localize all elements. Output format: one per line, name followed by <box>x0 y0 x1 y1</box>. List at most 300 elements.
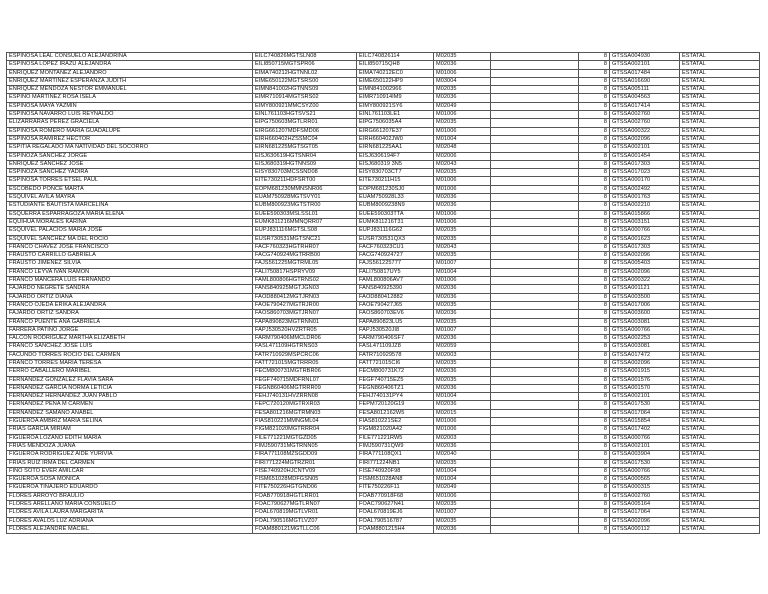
blank-cell <box>491 210 579 218</box>
table-row <box>7 53 760 61</box>
tipo-cell: ESTATAL <box>680 210 760 218</box>
rfc-cell: FAPJ530520JI8 <box>357 326 434 334</box>
name-cell: ESQUIVEL PALACIOS MARIA JOSE <box>7 227 253 235</box>
curp-cell: FIGM821020MGTRRR04 <box>253 426 357 434</box>
blank-cell <box>491 351 579 359</box>
hours-cell: 8 <box>579 310 610 318</box>
tipo-cell: ESTATAL <box>680 86 760 94</box>
table-row <box>7 343 760 351</box>
clave-cell: GTSSA002096 <box>610 359 680 367</box>
code-cell: M02035 <box>434 53 491 61</box>
rfc-cell: FAOS860703EV6 <box>357 310 434 318</box>
rfc-cell: FOAL670819EJ6 <box>357 509 434 517</box>
blank-cell <box>491 268 579 276</box>
name-cell: ESCOBEDO PONCE MARTA <box>7 185 253 193</box>
tipo-cell: ESTATAL <box>680 376 760 384</box>
curp-cell: EIRH660402HZSSMC04 <box>253 135 357 143</box>
table-row <box>7 152 760 160</box>
blank-cell <box>491 227 579 235</box>
name-cell: FIGUEROA RODRIGUEZ AIDE YURIVIA <box>7 451 253 459</box>
table-row <box>7 442 760 450</box>
blank-cell <box>491 160 579 168</box>
clave-cell: GTSSA000565 <box>610 476 680 484</box>
blank-cell <box>491 144 579 152</box>
clave-cell: GTSSA000322 <box>610 127 680 135</box>
clave-cell: GTSSA017530 <box>610 459 680 467</box>
hours-cell: 8 <box>579 243 610 251</box>
tipo-cell: ESTATAL <box>680 61 760 69</box>
blank-cell <box>491 459 579 467</box>
hours-cell: 8 <box>579 517 610 525</box>
clave-cell: GTSSA002096 <box>610 268 680 276</box>
name-cell: FERNANDEZ GONZALEZ FLAVIA SARA <box>7 376 253 384</box>
table-row <box>7 69 760 77</box>
code-cell: M02036 <box>434 310 491 318</box>
curp-cell: EILI850715MGTSPR06 <box>253 61 357 69</box>
name-cell: FERNANDEZ HERNANDEZ JUAN PABLO <box>7 393 253 401</box>
table-row <box>7 509 760 517</box>
clave-cell: GTSSA017023 <box>610 169 680 177</box>
curp-cell: FIRA771108MZSGDD09 <box>253 451 357 459</box>
name-cell: FARRERA PATIÑO JORGE <box>7 326 253 334</box>
blank-cell <box>491 194 579 202</box>
table-row <box>7 393 760 401</box>
name-cell: FRANCO OJEDA ERIKA ALEJANDRA <box>7 301 253 309</box>
code-cell: M01006 <box>434 69 491 77</box>
name-cell: ESQUIVEL AVILA MAYRA <box>7 194 253 202</box>
curp-cell: EISJ630619HGTSNR04 <box>253 152 357 160</box>
tipo-cell: ESTATAL <box>680 277 760 285</box>
curp-cell: EUPJ831116MGTSLS08 <box>253 227 357 235</box>
table-row <box>7 185 760 193</box>
curp-cell: EIRG661207MDFSMD06 <box>253 127 357 135</box>
tipo-cell: ESTATAL <box>680 160 760 168</box>
name-cell: ESQUIVEL SANCHEZ MA DEL ROCIO <box>7 235 253 243</box>
code-cell: M02049 <box>434 102 491 110</box>
rfc-cell: EUMK811216T31 <box>357 218 434 226</box>
rfc-cell: FASL471109JZ8 <box>357 343 434 351</box>
name-cell: FERNANDEZ GARCIA NORMA LETICIA <box>7 384 253 392</box>
blank-cell <box>491 127 579 135</box>
curp-cell: FAJS561225MGTRML05 <box>253 260 357 268</box>
hours-cell: 8 <box>579 335 610 343</box>
blank-cell <box>491 169 579 177</box>
curp-cell: EUAM750928MGTSVY01 <box>253 194 357 202</box>
clave-cell: GTSSA002096 <box>610 252 680 260</box>
table-row <box>7 135 760 143</box>
hours-cell: 8 <box>579 94 610 102</box>
table-row <box>7 293 760 301</box>
name-cell: ESPINOSA RAMIREZ HECTOR <box>7 135 253 143</box>
rfc-cell: FEHJ740131PY4 <box>357 393 434 401</box>
hours-cell: 8 <box>579 169 610 177</box>
blank-cell <box>491 135 579 143</box>
table-row <box>7 194 760 202</box>
blank-cell <box>491 111 579 119</box>
table-row <box>7 326 760 334</box>
rfc-cell: EINL761103LE1 <box>357 111 434 119</box>
hours-cell: 8 <box>579 260 610 268</box>
blank-cell <box>491 235 579 243</box>
tipo-cell: ESTATAL <box>680 252 760 260</box>
table-row <box>7 210 760 218</box>
name-cell: FLORES AVILA LAURA MARGARITA <box>7 509 253 517</box>
code-cell: M02036 <box>434 442 491 450</box>
clave-cell: GTSSA001763 <box>610 194 680 202</box>
clave-cell: GTSSA003081 <box>610 318 680 326</box>
tipo-cell: ESTATAL <box>680 401 760 409</box>
table-row <box>7 384 760 392</box>
code-cell: M02035 <box>434 301 491 309</box>
name-cell: FRAUSTO CARRILLO GABRIELA <box>7 252 253 260</box>
hours-cell: 8 <box>579 467 610 475</box>
blank-cell <box>491 119 579 127</box>
rfc-cell: EIME650122HP9 <box>357 77 434 85</box>
hours-cell: 8 <box>579 227 610 235</box>
table-row <box>7 376 760 384</box>
curp-cell: FANS840925MGTJGN03 <box>253 285 357 293</box>
tipo-cell: ESTATAL <box>680 185 760 193</box>
table-row <box>7 310 760 318</box>
hours-cell: 8 <box>579 492 610 500</box>
rfc-cell: EITE730211H15 <box>357 177 434 185</box>
code-cell: M02036 <box>434 61 491 69</box>
rfc-cell: FATR710929578 <box>357 351 434 359</box>
hours-cell: 8 <box>579 326 610 334</box>
code-cell: M02036 <box>434 293 491 301</box>
blank-cell <box>491 77 579 85</box>
rfc-cell: EUAM750928L33 <box>357 194 434 202</box>
rfc-cell: EUEE590303TTA <box>357 210 434 218</box>
name-cell: FERRO CABALLERO MARIBEL <box>7 368 253 376</box>
tipo-cell: ESTATAL <box>680 509 760 517</box>
curp-cell: FILE771221MGTGZD05 <box>253 434 357 442</box>
curp-cell: FISE740920HJCNTV09 <box>253 467 357 475</box>
curp-cell: FARM790406MMCLDR06 <box>253 335 357 343</box>
code-cell: M02036 <box>434 401 491 409</box>
rfc-cell: FISE740920F98 <box>357 467 434 475</box>
tipo-cell: ESTATAL <box>680 418 760 426</box>
blank-cell <box>491 426 579 434</box>
rfc-cell: EILC740826114 <box>357 53 434 61</box>
blank-cell <box>491 509 579 517</box>
blank-cell <box>491 218 579 226</box>
tipo-cell: ESTATAL <box>680 119 760 127</box>
blank-cell <box>491 467 579 475</box>
rfc-cell: EIMA740212EC0 <box>357 69 434 77</box>
curp-cell: EIPG750603MGTLRR01 <box>253 119 357 127</box>
clave-cell: GTSSA003500 <box>610 293 680 301</box>
blank-cell <box>491 185 579 193</box>
tipo-cell: ESTATAL <box>680 525 760 533</box>
clave-cell: GTSSA001121 <box>610 285 680 293</box>
rfc-cell: EIMR710914IM9 <box>357 94 434 102</box>
table-row <box>7 351 760 359</box>
hours-cell: 8 <box>579 484 610 492</box>
table-row <box>7 484 760 492</box>
code-cell: M01006 <box>434 185 491 193</box>
table-row <box>7 335 760 343</box>
hours-cell: 8 <box>579 268 610 276</box>
table-row <box>7 525 760 533</box>
rfc-cell: FESA8012162W5 <box>357 409 434 417</box>
clave-cell: GTSSA005164 <box>610 501 680 509</box>
curp-cell: FATR710929MSPCRC06 <box>253 351 357 359</box>
curp-cell: FITE750226HGTGND06 <box>253 484 357 492</box>
code-cell: M02035 <box>434 119 491 127</box>
name-cell: FERNANDEZ SAMANO ANABEL <box>7 409 253 417</box>
rfc-cell: FANS840925390 <box>357 285 434 293</box>
hours-cell: 8 <box>579 185 610 193</box>
clave-cell: GTSSA000766 <box>610 434 680 442</box>
hours-cell: 8 <box>579 434 610 442</box>
name-cell: ESPINOSA MAYA YAZMIN <box>7 102 253 110</box>
clave-cell: GTSSA000322 <box>610 277 680 285</box>
blank-cell <box>491 252 579 260</box>
code-cell: M01006 <box>434 177 491 185</box>
blank-cell <box>491 301 579 309</box>
hours-cell: 8 <box>579 442 610 450</box>
table-row <box>7 160 760 168</box>
code-cell: M01004 <box>434 476 491 484</box>
rfc-cell: EUSR730531QX3 <box>357 235 434 243</box>
curp-cell: FAML800806HGTRNS02 <box>253 277 357 285</box>
name-cell: FRANCO LEYVA IVAN RAMON <box>7 268 253 276</box>
blank-cell <box>491 326 579 334</box>
hours-cell: 8 <box>579 376 610 384</box>
rfc-cell: EUPJ831116G62 <box>357 227 434 235</box>
blank-cell <box>491 401 579 409</box>
tipo-cell: ESTATAL <box>680 434 760 442</box>
curp-cell: FOAL790516MGTLVZ07 <box>253 517 357 525</box>
blank-cell <box>491 409 579 417</box>
name-cell: FRIAS GARCIA MIRIAM <box>7 426 253 434</box>
blank-cell <box>491 393 579 401</box>
blank-cell <box>491 310 579 318</box>
hours-cell: 8 <box>579 418 610 426</box>
code-cell: M02035 <box>434 227 491 235</box>
code-cell: M02035 <box>434 359 491 367</box>
name-cell: FIGUEROA SOSA MONICA <box>7 476 253 484</box>
tipo-cell: ESTATAL <box>680 343 760 351</box>
name-cell: FLORES ALEJANDRE MACIEL <box>7 525 253 533</box>
tipo-cell: ESTATAL <box>680 459 760 467</box>
rfc-cell: FACF760323CU1 <box>357 243 434 251</box>
rfc-cell: FIMJ590731QW9 <box>357 442 434 450</box>
curp-cell: EIMY800921MMCSYZ00 <box>253 102 357 110</box>
tipo-cell: ESTATAL <box>680 111 760 119</box>
table-row <box>7 202 760 210</box>
table-row <box>7 409 760 417</box>
name-cell: ESPINOSA ROMERO MARIA GUADALUPE <box>7 127 253 135</box>
curp-cell: FEGF740715MDFRNL07 <box>253 376 357 384</box>
curp-cell: EOPM681230MMNSNR06 <box>253 185 357 193</box>
rfc-cell: FATT721015CI6 <box>357 359 434 367</box>
clave-cell: GTSSA017530 <box>610 401 680 409</box>
blank-cell <box>491 525 579 533</box>
code-cell: M02036 <box>434 368 491 376</box>
table-row <box>7 426 760 434</box>
blank-cell <box>491 202 579 210</box>
curp-cell: FIMJ590731MGTRNN05 <box>253 442 357 450</box>
table-row <box>7 434 760 442</box>
tipo-cell: ESTATAL <box>680 260 760 268</box>
curp-cell: FEGN860406MGTRRR09 <box>253 384 357 392</box>
tipo-cell: ESTATAL <box>680 293 760 301</box>
curp-cell: EUSR730531MGTSNC21 <box>253 235 357 243</box>
rfc-cell: EIRN681225AA1 <box>357 144 434 152</box>
code-cell: M01004 <box>434 135 491 143</box>
tipo-cell: ESTATAL <box>680 301 760 309</box>
rfc-cell: EOPM681230SJ0 <box>357 185 434 193</box>
code-cell: M02035 <box>434 501 491 509</box>
table-row <box>7 451 760 459</box>
rfc-cell: FITE750226F11 <box>357 484 434 492</box>
code-cell: M02003 <box>434 434 491 442</box>
rfc-cell: FIRI771224NB1 <box>357 459 434 467</box>
tipo-cell: ESTATAL <box>680 310 760 318</box>
rfc-cell: FOAC790627N41 <box>357 501 434 509</box>
hours-cell: 8 <box>579 359 610 367</box>
hours-cell: 8 <box>579 69 610 77</box>
curp-cell: EIRN681225MGTSGT05 <box>253 144 357 152</box>
name-cell: ENRIQUEZ MARTINEZ ESPERANZA JUDITH <box>7 77 253 85</box>
tipo-cell: ESTATAL <box>680 467 760 475</box>
rfc-cell: FIGM821020A42 <box>357 426 434 434</box>
table-row <box>7 268 760 276</box>
code-cell: M02036 <box>434 335 491 343</box>
name-cell: FLORES ARROYO BRAULIO <box>7 492 253 500</box>
blank-cell <box>491 335 579 343</box>
name-cell: ESPINOZA SANCHEZ JORGE <box>7 152 253 160</box>
code-cell: M02036 <box>434 202 491 210</box>
code-cell: M01006 <box>434 210 491 218</box>
clave-cell: GTSSA002492 <box>610 185 680 193</box>
table-row <box>7 318 760 326</box>
tipo-cell: ESTATAL <box>680 135 760 143</box>
code-cell: M02035 <box>434 252 491 260</box>
table-row <box>7 285 760 293</box>
clave-cell: GTSSA017484 <box>610 69 680 77</box>
tipo-cell: ESTATAL <box>680 177 760 185</box>
code-cell: M02036 <box>434 194 491 202</box>
blank-cell <box>491 442 579 450</box>
tipo-cell: ESTATAL <box>680 393 760 401</box>
hours-cell: 8 <box>579 102 610 110</box>
curp-cell: FIAS810221MMNGML04 <box>253 418 357 426</box>
tipo-cell: ESTATAL <box>680 492 760 500</box>
rfc-cell: FAJS561225777 <box>357 260 434 268</box>
hours-cell: 8 <box>579 194 610 202</box>
tipo-cell: ESTATAL <box>680 144 760 152</box>
clave-cell: GTSSA016690 <box>610 77 680 85</box>
clave-cell: GTSSA001576 <box>610 376 680 384</box>
tipo-cell: ESTATAL <box>680 501 760 509</box>
tipo-cell: ESTATAL <box>680 169 760 177</box>
code-cell: M01006 <box>434 127 491 135</box>
name-cell: ESPINOSA TORRES ETSEL PAUL <box>7 177 253 185</box>
blank-cell <box>491 418 579 426</box>
clave-cell: GTSSA002210 <box>610 202 680 210</box>
name-cell: ESPINOZA SANCHEZ YADIRA <box>7 169 253 177</box>
code-cell: M01004 <box>434 393 491 401</box>
table-row <box>7 77 760 85</box>
curp-cell: EINL761103HGTSVS21 <box>253 111 357 119</box>
hours-cell: 8 <box>579 218 610 226</box>
hours-cell: 8 <box>579 119 610 127</box>
name-cell: ESPITIA REGALADO MA NATIVIDAD DEL SOCORRO <box>7 144 253 152</box>
curp-cell: FAOD880412MGTJRN03 <box>253 293 357 301</box>
curp-cell: FAOE790427MGTRJR00 <box>253 301 357 309</box>
code-cell: M01007 <box>434 326 491 334</box>
name-cell: FAJARDO ORTIZ DIANA <box>7 293 253 301</box>
clave-cell: GTSSA001915 <box>610 368 680 376</box>
code-cell: M02006 <box>434 152 491 160</box>
blank-cell <box>491 476 579 484</box>
table-row <box>7 476 760 484</box>
tipo-cell: ESTATAL <box>680 285 760 293</box>
curp-cell: FEHJ740131HVZRRN08 <box>253 393 357 401</box>
code-cell: M03004 <box>434 77 491 85</box>
code-cell: M01006 <box>434 277 491 285</box>
hours-cell: 8 <box>579 77 610 85</box>
code-cell: M02035 <box>434 459 491 467</box>
clave-cell: GTSSA001623 <box>610 235 680 243</box>
hours-cell: 8 <box>579 61 610 69</box>
clave-cell: GTSSA001570 <box>610 384 680 392</box>
table-row <box>7 94 760 102</box>
name-cell: FIGUEROA TINAJERO EDUARDO <box>7 484 253 492</box>
rfc-cell: FECM800731K72 <box>357 368 434 376</box>
table-row <box>7 127 760 135</box>
curp-cell: EISY830703MCSSND08 <box>253 169 357 177</box>
clave-cell: GTSSA000315 <box>610 484 680 492</box>
tipo-cell: ESTATAL <box>680 442 760 450</box>
rfc-cell: EUBM8009238N9 <box>357 202 434 210</box>
name-cell: EQUIHUA MORALES KARINA <box>7 218 253 226</box>
clave-cell: GTSSA000766 <box>610 326 680 334</box>
hours-cell: 8 <box>579 235 610 243</box>
table-row <box>7 492 760 500</box>
clave-cell: GTSSA002760 <box>610 492 680 500</box>
table-row <box>7 459 760 467</box>
tipo-cell: ESTATAL <box>680 326 760 334</box>
curp-cell: EUEE590303MSLSSL01 <box>253 210 357 218</box>
name-cell: ELIZARRARAS PEREZ GRACIELA <box>7 119 253 127</box>
table-row <box>7 169 760 177</box>
code-cell: M02035 <box>434 517 491 525</box>
rfc-cell: FEGF740715EZ5 <box>357 376 434 384</box>
name-cell: FRAUSTO JIMENEZ SILVIA <box>7 260 253 268</box>
code-cell: M01004 <box>434 467 491 475</box>
clave-cell: GTSSA003081 <box>610 343 680 351</box>
curp-cell: FATT721015MGTRRR05 <box>253 359 357 367</box>
curp-cell: FAOS860703MGTJRN07 <box>253 310 357 318</box>
tipo-cell: ESTATAL <box>680 227 760 235</box>
name-cell: ESQUERRA ESPARRAGOZA MARIA ELENA <box>7 210 253 218</box>
curp-cell: FOAC790627MGTLRN07 <box>253 501 357 509</box>
blank-cell <box>491 376 579 384</box>
clave-cell: GTSSA000170 <box>610 177 680 185</box>
curp-cell: EIME650122MGTSRS00 <box>253 77 357 85</box>
curp-cell: EUBM800923MGTSTR00 <box>253 202 357 210</box>
clave-cell: GTSSA003904 <box>610 451 680 459</box>
hours-cell: 8 <box>579 252 610 260</box>
name-cell: FLORES ARELLANO MARIA CONSUELO <box>7 501 253 509</box>
curp-cell: EUMK811216MMNQRR07 <box>253 218 357 226</box>
tipo-cell: ESTATAL <box>680 218 760 226</box>
rfc-cell: EILI850715QH8 <box>357 61 434 69</box>
